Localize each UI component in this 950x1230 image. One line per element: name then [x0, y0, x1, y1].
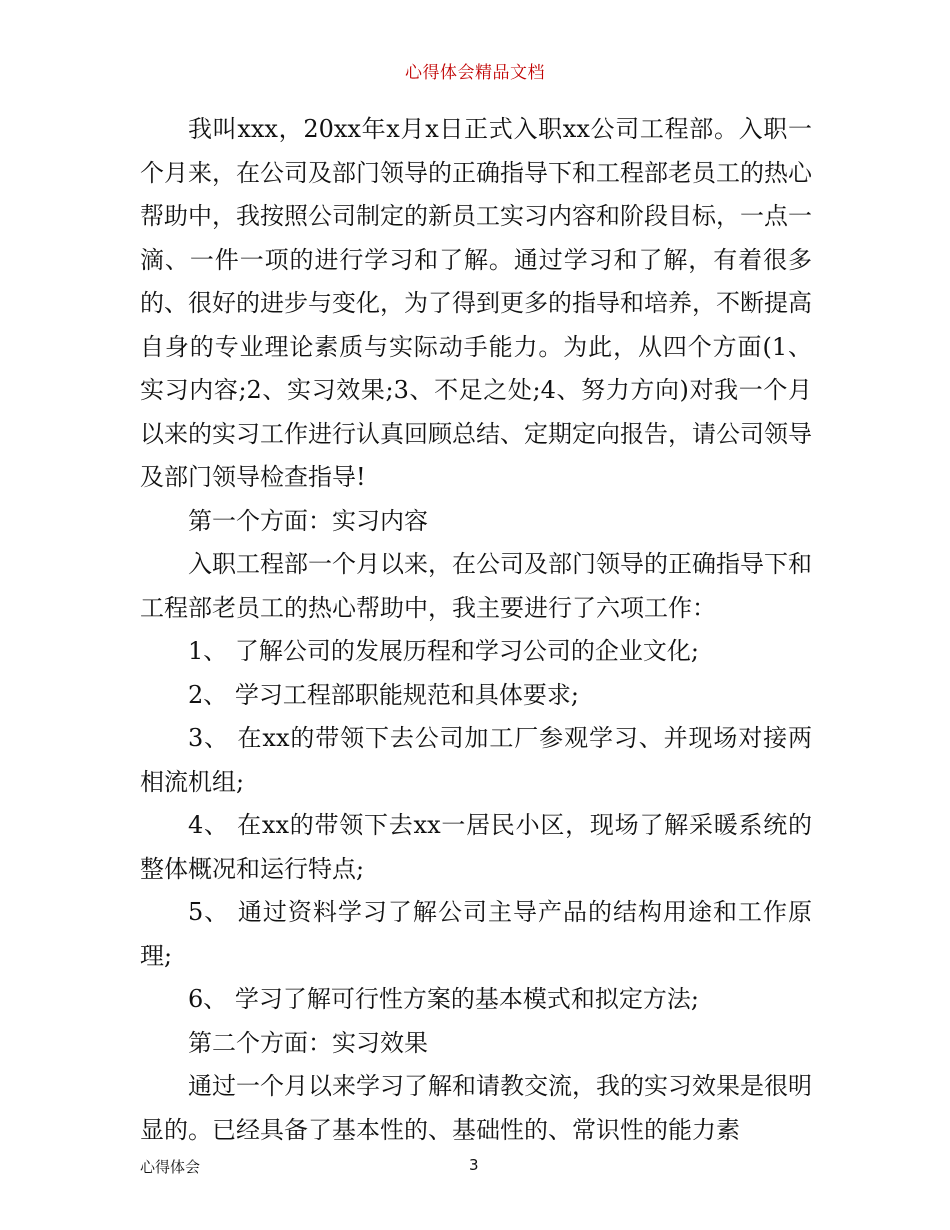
paragraph-section-1-intro: 入职工程部一个月以来，在公司及部门领导的正确指导下和工程部老员工的热心帮助中，我主要进行了六项工作： — [140, 550, 812, 622]
list-item-1: 1、 了解公司的发展历程和学习公司的企业文化; — [188, 637, 699, 665]
list-item-6: 6、 学习了解可行性方案的基本模式和拟定方法; — [188, 985, 699, 1013]
section-heading-1: 第一个方面：实习内容 — [188, 506, 428, 535]
footer-label: 心得体会 — [140, 1158, 201, 1176]
paragraph-section-2-intro: 通过一个月以来学习了解和请教交流，我的实习效果是很明显的。已经具备了基本性的、基础性的、常识性的能力素 — [140, 1072, 812, 1144]
list-item-2: 2、 学习工程部职能规范和具体要求; — [188, 680, 579, 709]
section-heading-2: 第二个方面：实习效果 — [188, 1028, 428, 1057]
paragraph-intro: 我叫xxx，20xx年x月x日正式入职xx公司工程部。入职一个月来，在公司及部门领导的正确指导下和工程部老员工的热心帮助中，我按照公司制定的新员工实习内容和阶段目标，一点一滴、一件一项的进行学习和了解。通过学习和了解，有着很多的、很好的进步与变化，为了得到更多的指导和培养，不断提高自身的专业理论素质与实际动手能力。为此，从四个方面(1、实习内容;2、实习效果;3、不足之处;4、努力方向)对我一个月以来的实习工作进行认真回顾总结、定期定向报告，请公司领导及部门领导检查指导! — [140, 115, 812, 491]
page-number: 3 — [469, 1156, 479, 1174]
list-item-5: 5、 通过资料学习了解公司主导产品的结构用途和工作原理; — [140, 898, 812, 970]
document-body — [140, 108, 812, 1152]
document-header-title: 心得体会精品文档 — [405, 63, 545, 83]
list-item-4: 4、 在xx的带领下去xx一居民小区，现场了解采暖系统的整体概况和运行特点; — [140, 811, 812, 883]
list-item-3: 3、 在xx的带领下去公司加工厂参观学习、并现场对接两相流机组; — [140, 724, 812, 796]
